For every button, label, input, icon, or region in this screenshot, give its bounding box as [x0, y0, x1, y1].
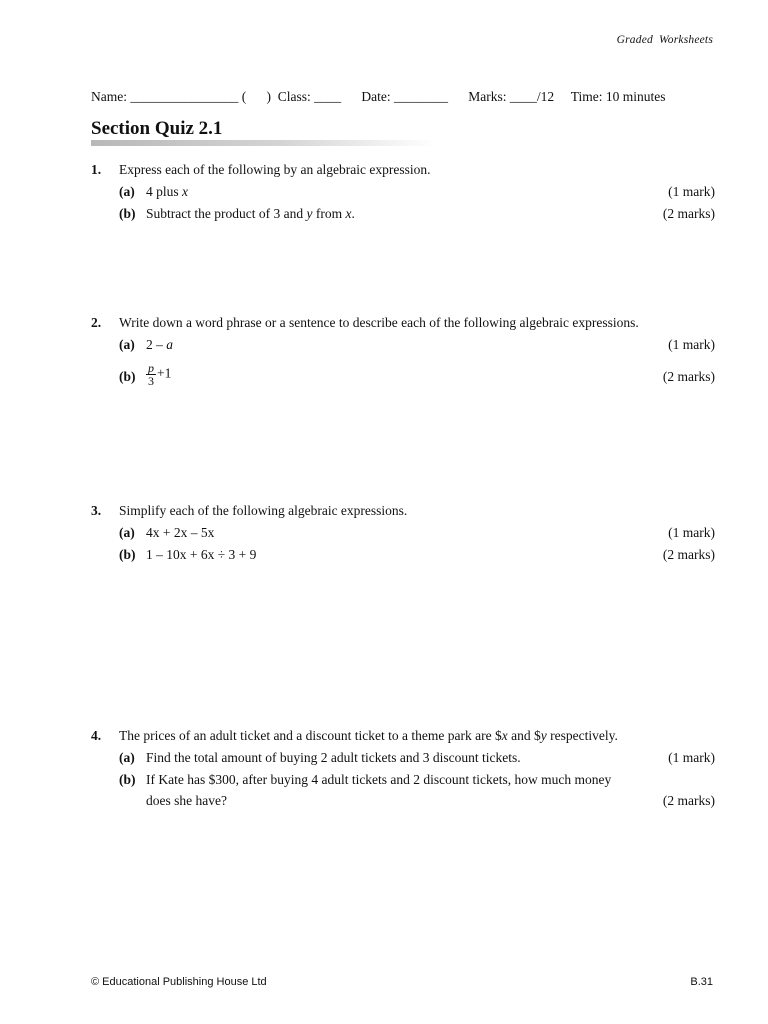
title-underline-rule [91, 140, 436, 146]
part-label: (a) [119, 337, 135, 352]
question-number: 4. [91, 728, 102, 743]
fraction-expression: $\frac{p}{3}$ +1 [148, 361, 172, 388]
question-part [119, 525, 715, 545]
part-marks: (2 marks) [662, 547, 715, 562]
part-text: 4x + 2x – 5x [146, 525, 215, 540]
question-part [119, 547, 715, 567]
part-text: 2 – a [146, 337, 173, 352]
section-title: Section Quiz 2.1 [91, 118, 223, 139]
worksheet-series-header: Graded Worksheets [616, 34, 713, 46]
part-text-continued: does she have? [146, 793, 227, 808]
question-number: 1. [91, 162, 102, 177]
question-number: 2. [91, 315, 102, 330]
part-label: (b) [119, 547, 136, 562]
question-part [119, 750, 715, 770]
part-text: If Kate has $300, after buying 4 adult tickets and 2 discount tickets, how much money [146, 772, 612, 787]
part-label: (a) [119, 750, 135, 765]
question-text: The prices of an adult ticket and a discount ticket to a theme park are $x and $y respectively. [119, 728, 618, 743]
question-part [119, 772, 715, 816]
part-marks: (2 marks) [662, 793, 715, 808]
part-marks: (2 marks) [662, 206, 715, 221]
question-number: 3. [91, 503, 102, 518]
part-label: (a) [119, 525, 135, 540]
question-text: Simplify each of the following algebraic expressions. [119, 503, 408, 518]
part-label: (b) [119, 369, 136, 384]
part-marks: (1 mark) [668, 184, 715, 199]
copyright-footer: © Educational Publishing House Ltd [91, 976, 267, 988]
part-marks: (1 mark) [668, 750, 715, 765]
part-marks: (1 mark) [668, 525, 715, 540]
page-number: B.31 [690, 976, 713, 988]
part-text: 4 plus x [146, 184, 189, 199]
question-text: Write down a word phrase or a sentence to describe each of the following algebraic expressions. [119, 315, 639, 330]
student-info-line: Name: ________________ ( ) Class: ____ Date: ________ Marks: ____/12 Time: 10 minutes [91, 89, 666, 104]
part-text: 1 – 10x + 6x ÷ 3 + 9 [146, 547, 257, 562]
question-text: Express each of the following by an algebraic expression. [119, 162, 431, 177]
part-marks: (2 marks) [662, 369, 715, 384]
part-marks: (1 mark) [668, 337, 715, 352]
part-label: (a) [119, 184, 135, 199]
question-part [119, 184, 715, 204]
question-part [119, 337, 715, 357]
part-text: Find the total amount of buying 2 adult tickets and 3 discount tickets. [146, 750, 521, 765]
part-text: Subtract the product of 3 and y from x. [146, 206, 355, 221]
question-part [119, 206, 715, 226]
part-label: (b) [119, 772, 136, 787]
question-part [119, 361, 715, 389]
part-label: (b) [119, 206, 136, 221]
